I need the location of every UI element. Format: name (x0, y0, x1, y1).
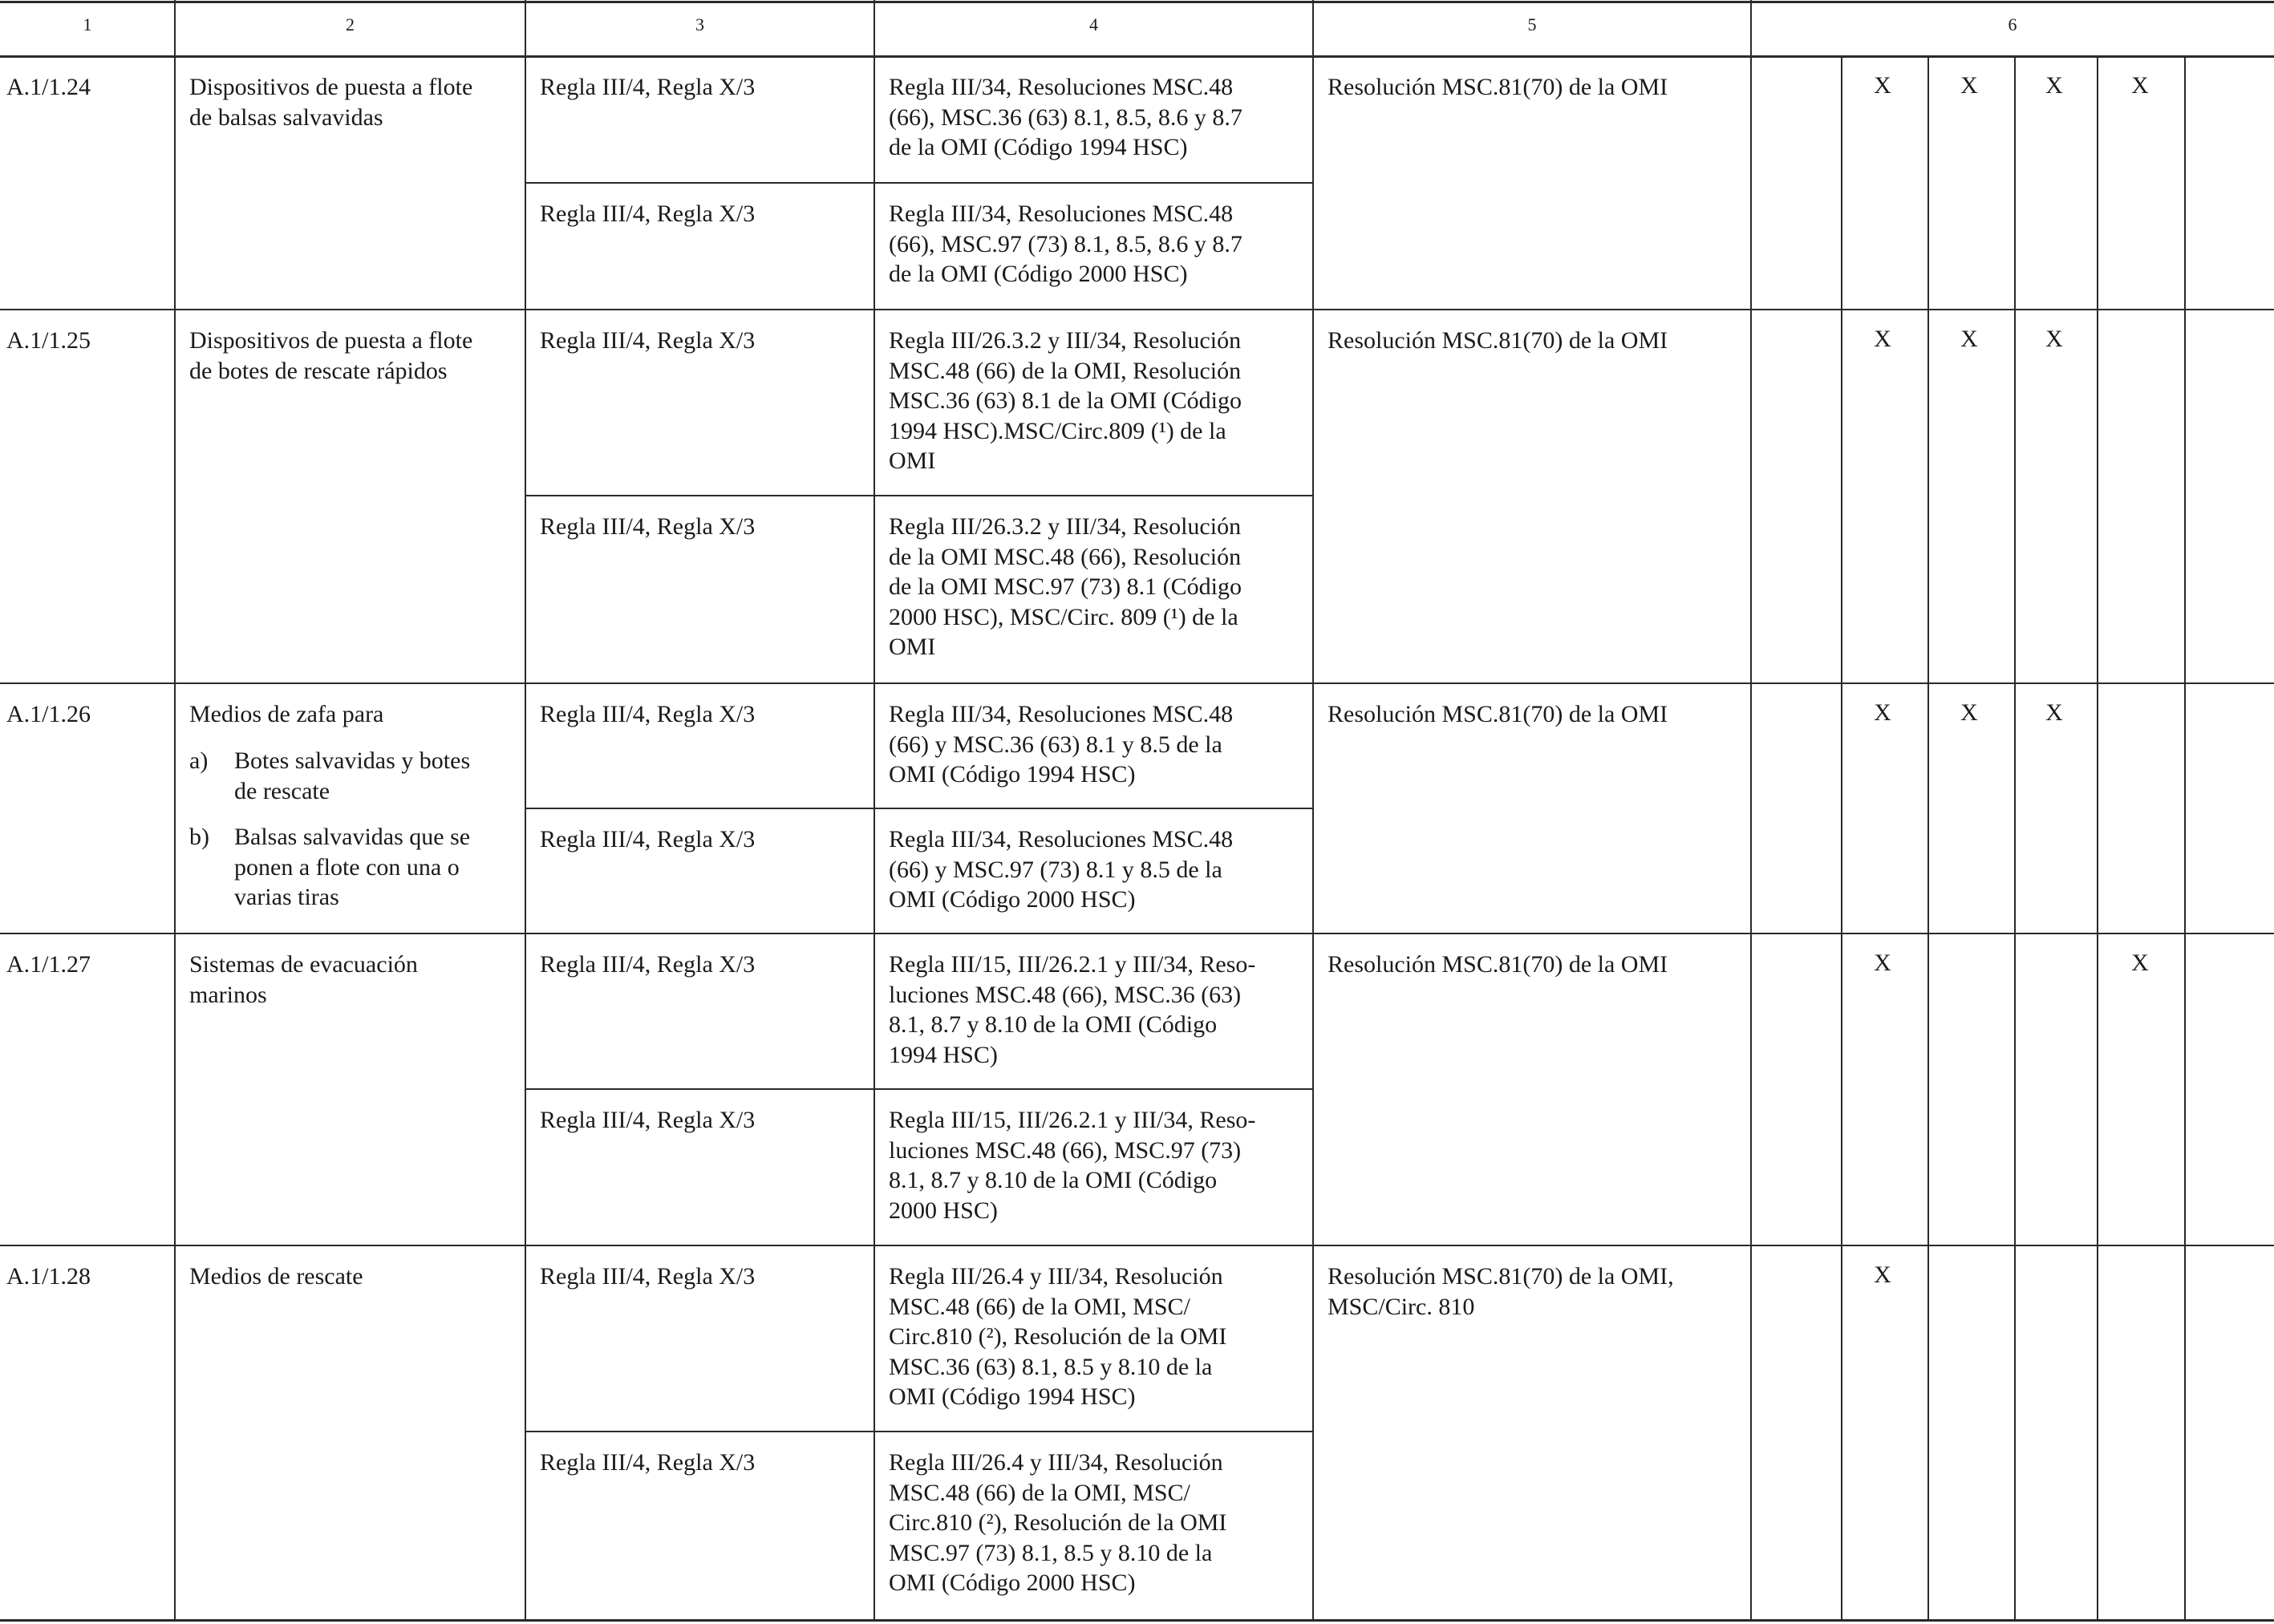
module-mark: X (2045, 72, 2063, 99)
item-label: a) (189, 747, 209, 774)
column-rule (1312, 0, 1314, 1622)
testing-standard: Regla III/26.3.2 y III/34, Resolución de la OMI MSC.48 (66), Resolución de la OMI MSC.97 (73) 8.1 (Código 2000 HSC), MSC/Circ. 809 (¹) de la OMI (889, 513, 1242, 660)
column-header-4: 4 (1089, 14, 1098, 34)
testing-standard: Regla III/34, Resoluciones MSC.48 (66) y MSC.97 (73) 8.1 y 8.5 de la OMI (Código 2000 HSC) (889, 826, 1234, 913)
column-rule (2184, 56, 2186, 1622)
standard-ref: Resolución MSC.81(70) de la OMI (1328, 701, 1668, 727)
standard-ref: Resolución MSC.81(70) de la OMI (1328, 74, 1668, 100)
column-rule (874, 0, 875, 1622)
module-mark: X (1874, 72, 1891, 99)
module-mark: X (2131, 72, 2149, 99)
module-mark: X (1960, 699, 1978, 726)
module-mark: X (2131, 950, 2149, 976)
regulation-ref: Regla III/4, Regla X/3 (540, 826, 756, 852)
row-description: Sistemas de evacuación marinos (189, 951, 418, 1008)
row-rule (525, 1431, 1313, 1432)
column-rule (525, 0, 526, 1622)
standard-ref: Resolución MSC.81(70) de la OMI, MSC/Circ. 810 (1328, 1263, 1674, 1320)
row-rule (0, 309, 2274, 310)
regulation-ref: Regla III/4, Regla X/3 (540, 1263, 756, 1290)
regulation-ref: Regla III/4, Regla X/3 (540, 1449, 756, 1476)
row-rule (0, 1619, 2274, 1622)
testing-standard: Regla III/34, Resoluciones MSC.48 (66) y MSC.36 (63) 8.1 y 8.5 de la OMI (Código 1994 HSC) (889, 701, 1234, 788)
regulation-ref: Regla III/4, Regla X/3 (540, 1107, 756, 1133)
row-rule (525, 182, 1313, 184)
column-rule (1927, 56, 1929, 1622)
module-mark: X (1960, 72, 1978, 99)
column-rule (174, 0, 176, 1622)
column-rule (1841, 56, 1842, 1622)
standard-ref: Resolución MSC.81(70) de la OMI (1328, 327, 1668, 354)
item-label: b) (189, 824, 209, 850)
column-header-3: 3 (695, 14, 704, 34)
row-id: A.1/1.25 (6, 327, 91, 354)
row-id: A.1/1.27 (6, 951, 91, 978)
row-rule (525, 1088, 1313, 1090)
testing-standard: Regla III/34, Resoluciones MSC.48 (66), MSC.36 (63) 8.1, 8.5, 8.6 y 8.7 de la OMI (Código 1994 HSC) (889, 74, 1242, 160)
row-rule (0, 55, 2274, 58)
row-rule (525, 495, 1313, 496)
item-text: Botes salvavidas y botes de rescate (234, 747, 471, 804)
regulation-ref: Regla III/4, Regla X/3 (540, 200, 756, 227)
testing-standard: Regla III/26.4 y III/34, Resolución MSC.48 (66) de la OMI, MSC/ Circ.810 (²), Resolución de la OMI MSC.97 (73) 8.1, 8.5 y 8.10 de la OMI (Código 2000 HSC) (889, 1449, 1227, 1596)
row-id: A.1/1.24 (6, 74, 91, 100)
column-rule (2014, 56, 2016, 1622)
module-mark: X (2045, 699, 2063, 726)
testing-standard: Regla III/26.4 y III/34, Resolución MSC.48 (66) de la OMI, MSC/ Circ.810 (²), Resolución de la OMI MSC.36 (63) 8.1, 8.5 y 8.10 de la OMI (Código 1994 HSC) (889, 1263, 1227, 1410)
testing-standard: Regla III/15, III/26.2.1 y III/34, Reso- luciones MSC.48 (66), MSC.36 (63) 8.1, 8.7 y 8.10 de la OMI (Código 1994 HSC) (889, 951, 1256, 1068)
column-header-1: 1 (83, 14, 92, 34)
row-rule (0, 933, 2274, 934)
module-mark: X (1874, 1262, 1891, 1288)
regulation-ref: Regla III/4, Regla X/3 (540, 513, 756, 540)
regulation-ref: Regla III/4, Regla X/3 (540, 951, 756, 978)
testing-standard: Regla III/15, III/26.2.1 y III/34, Reso- luciones MSC.48 (66), MSC.97 (73) 8.1, 8.7 y 8.10 de la OMI (Código 2000 HSC) (889, 1107, 1256, 1224)
column-header-2: 2 (346, 14, 355, 34)
row-description: Medios de zafa para (189, 701, 384, 727)
row-rule (0, 1245, 2274, 1246)
testing-standard: Regla III/26.3.2 y III/34, Resolución MSC.48 (66) de la OMI, Resolución MSC.36 (63) 8.1 de la OMI (Código 1994 HSC).MSC/Circ.809 (¹) de la OMI (889, 327, 1242, 474)
row-rule (0, 682, 2274, 684)
module-mark: X (1874, 326, 1891, 352)
regulation-ref: Regla III/4, Regla X/3 (540, 74, 756, 100)
regulation-ref: Regla III/4, Regla X/3 (540, 701, 756, 727)
regulation-ref: Regla III/4, Regla X/3 (540, 327, 756, 354)
column-header-6: 6 (2008, 14, 2017, 34)
row-description: Dispositivos de puesta a flote de balsas salvavidas (189, 74, 473, 131)
row-id: A.1/1.26 (6, 701, 91, 727)
standard-ref: Resolución MSC.81(70) de la OMI (1328, 951, 1668, 978)
row-rule (525, 808, 1313, 809)
row-rule (0, 1, 2274, 3)
column-rule (1750, 0, 1752, 1622)
module-mark: X (1960, 326, 1978, 352)
item-text: Balsas salvavidas que se ponen a flote con una o varias tiras (234, 824, 471, 910)
row-description: Medios de rescate (189, 1263, 363, 1290)
column-header-5: 5 (1527, 14, 1537, 34)
module-mark: X (2045, 326, 2063, 352)
row-id: A.1/1.28 (6, 1263, 91, 1290)
module-mark: X (1874, 950, 1891, 976)
module-mark: X (1874, 699, 1891, 726)
testing-standard: Regla III/34, Resoluciones MSC.48 (66), MSC.97 (73) 8.1, 8.5, 8.6 y 8.7 de la OMI (Código 2000 HSC) (889, 200, 1242, 287)
column-rule (2097, 56, 2098, 1622)
row-description: Dispositivos de puesta a flote de botes de rescate rápidos (189, 327, 473, 384)
